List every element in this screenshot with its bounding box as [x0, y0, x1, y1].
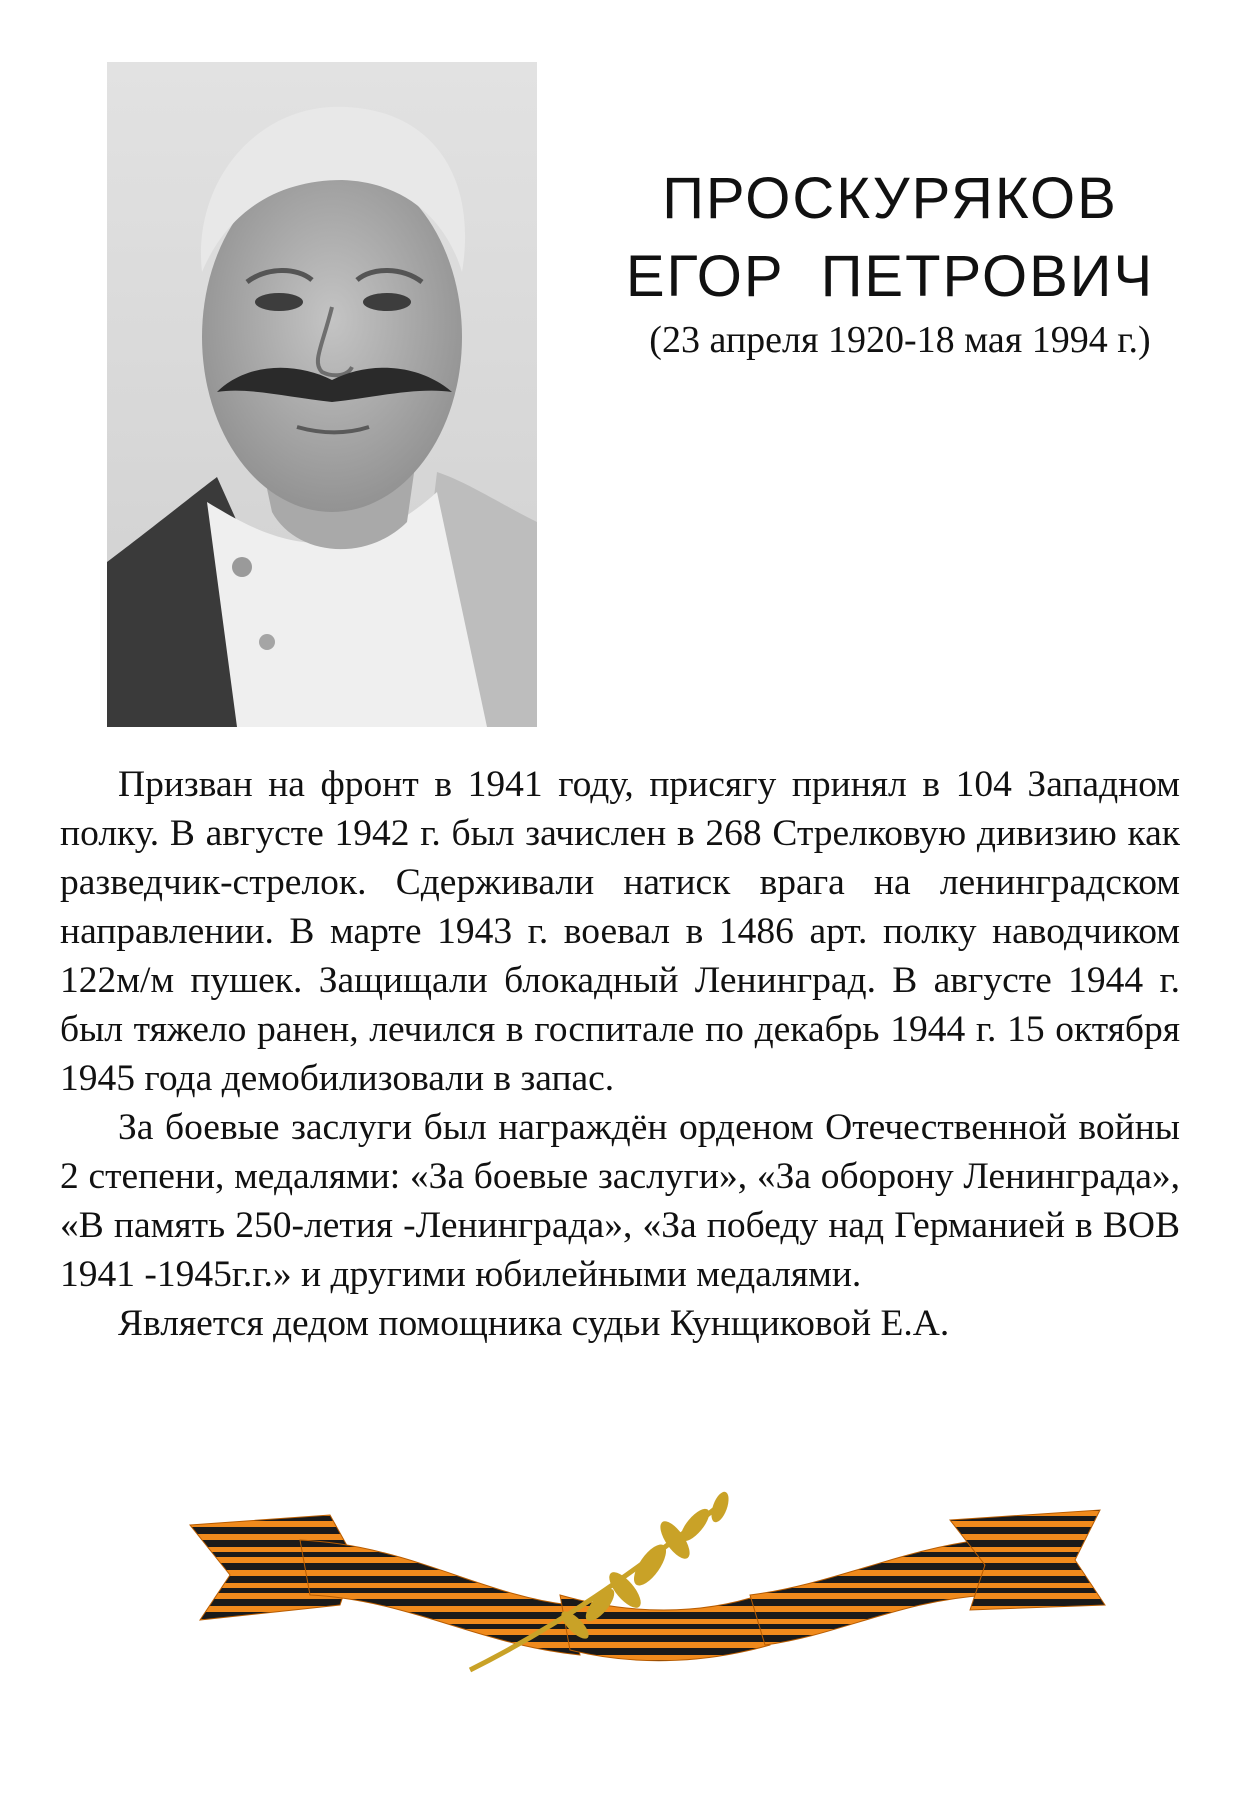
ribbon-illustration — [180, 1485, 1110, 1685]
biography-text — [60, 760, 1180, 1348]
person-name — [580, 160, 1200, 316]
biography-paragraph-relation: Является дедом помощника судьи Кунщиковой Е.А. — [118, 1303, 950, 1344]
biography-paragraph-service: Призван на фронт в 1941 году, присягу принял в 104 Западном полку. В августе 1942 г. был зачислен в 268 Стрелковую дивизию как разведчик-стрелок. Сдерживали натиск врага на ленинградском направлении. В марте 1943 г. воевал в 1486 арт. полку наводчиком 122м/м пушек. Защищали блокадный Ленинград. В августе 1944 г. был тяжело ранен, лечился в госпитале по декабрь 1944 г. 15 октября 1945 года демобилизовали в запас. — [60, 764, 1180, 1099]
portrait-illustration — [107, 62, 537, 727]
biography-paragraph-awards: За боевые заслуги был награждён орденом Отечественной войны 2 степени, медалями: «За боевые заслуги», «За оборону Ленинграда», «В память 250-летия -Ленинграда», «За победу над Германией в ВОВ 1941 -1945г.г.» и другими юбилейными медалями. — [60, 1107, 1180, 1295]
life-dates: (23 апреля 1920-18 мая 1994 г.) — [649, 319, 1151, 361]
surname: ПРОСКУРЯКОВ — [662, 166, 1118, 231]
given-names: ЕГОР ПЕТРОВИЧ — [625, 244, 1155, 309]
st-george-ribbon-decoration — [180, 1485, 1110, 1685]
portrait-photo — [107, 62, 537, 727]
